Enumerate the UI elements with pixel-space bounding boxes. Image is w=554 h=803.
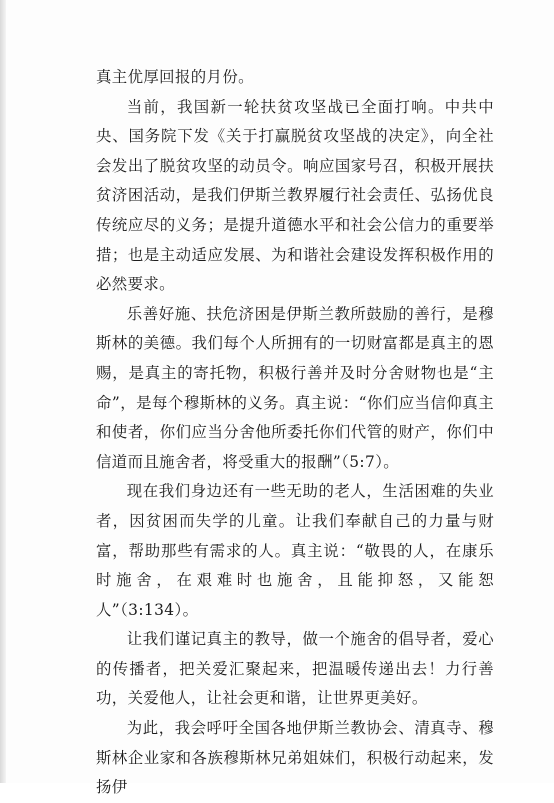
paragraph-6: 为此，我会呼吁全国各地伊斯兰教协会、清真寺、穆斯林企业家和各族穆斯林兄弟姐妹们，积极行动起来，发扬伊 xyxy=(96,719,494,797)
paragraph-5: 让我们谨记真主的教导，做一个施舍的倡导者，爱心的传播者，把关爱汇聚起来，把温暖传递出去！力行善功，关爱他人，让社会更和谐，让世界更美好。 xyxy=(96,630,494,708)
document-body xyxy=(96,63,494,803)
paragraph-1: 真主优厚回报的月份。 xyxy=(96,68,254,86)
paragraph-2: 当前，我国新一轮扶贫攻坚战已全面打响。中共中央、国务院下发《关于打赢脱贫攻坚战的决定》，向全社会发出了脱贫攻坚的动员令。响应国家号召，积极开展扶贫济困活动，是我们伊斯兰教界履行社会责任、弘扬优良传统应尽的义务；是提升道德水平和社会公信力的重要举措；也是主动适应发展、为和谐社会建设发挥积极作用的必然要求。 xyxy=(96,97,494,294)
scan-edge-shadow xyxy=(0,0,6,783)
paragraph-3: 乐善好施、扶危济困是伊斯兰教所鼓励的善行，是穆斯林的美德。我们每个人所拥有的一切财富都是真主的恩赐，是真主的寄托物，积极行善并及时分舍财物也是“主命”，是每个穆斯林的义务。真主说：“你们应当信仰真主和使者，你们应当分舍他所委托你们代管的财产，你们中信道而且施舍者，将受重大的报酬”（5:7）。 xyxy=(96,304,494,471)
paragraph-4: 现在我们身边还有一些无助的老人，生活困难的失业者，因贫困而失学的儿童。让我们奉献自己的力量与财富，帮助那些有需求的人。真主说：“敬畏的人，在康乐时施舍，在艰难时也施舍，且能抑怒，又能恕人”（3:134）。 xyxy=(96,482,494,619)
